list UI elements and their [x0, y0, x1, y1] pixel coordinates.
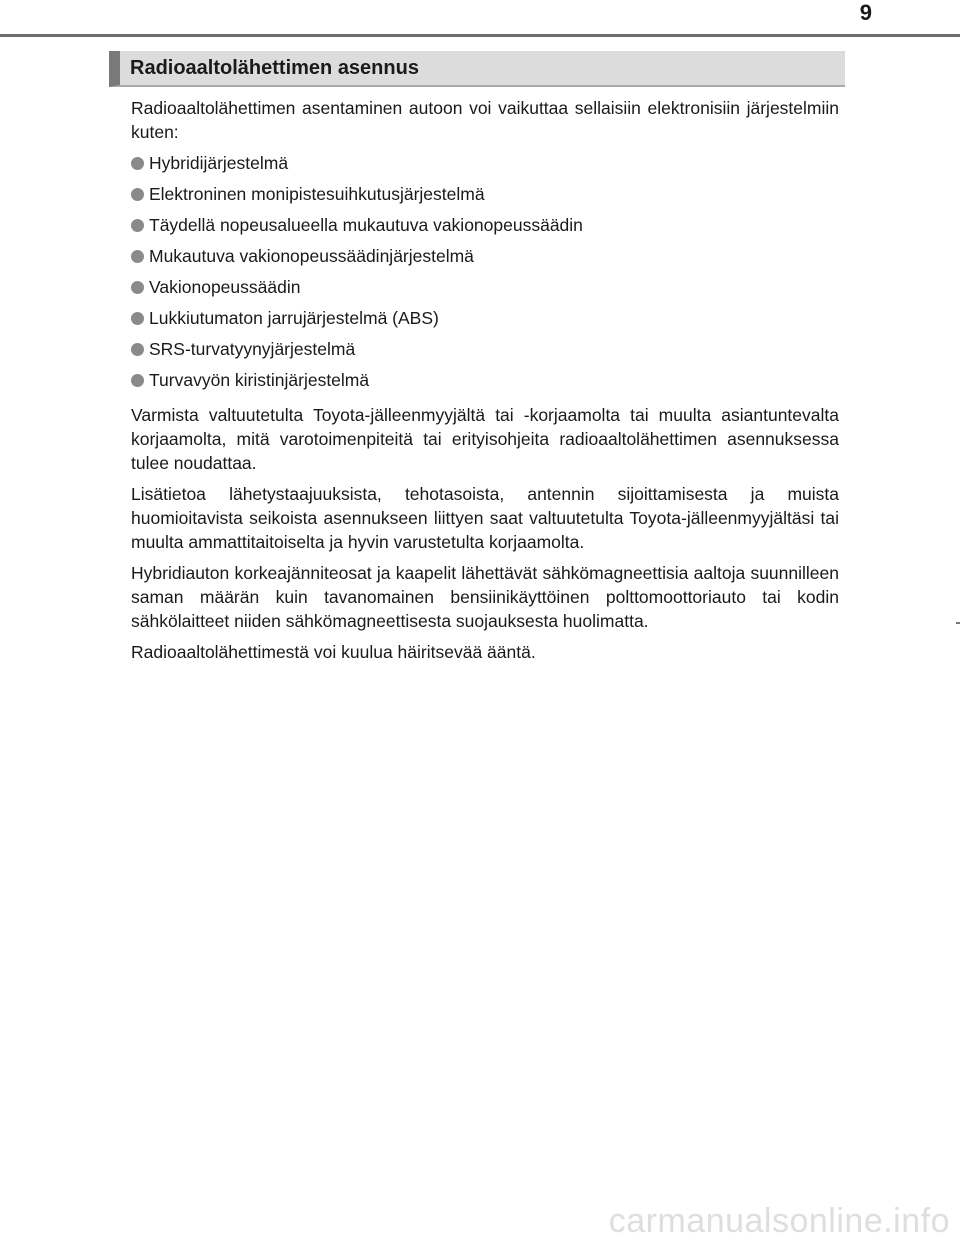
list-item	[131, 182, 839, 213]
list-item	[131, 306, 839, 337]
list-item	[131, 244, 839, 275]
bullet-icon	[131, 188, 144, 201]
content	[131, 96, 839, 671]
list-item-text: Turvavyön kiristinjärjestelmä	[149, 370, 370, 390]
list-item-text: Elektroninen monipistesuihkutusjärjestelmä	[149, 184, 485, 204]
list-item	[131, 213, 839, 244]
bullet-icon	[131, 250, 144, 263]
list-item	[131, 368, 839, 399]
bullet-icon	[131, 157, 144, 170]
dealer-advice-paragraph: Varmista valtuutetulta Toyota-jälleenmyyjältä tai -korjaamolta tai muulta asiantuntevalta korjaamolta, mitä varotoimenpiteitä tai erityisohjeita radioaaltolähettimen asennuksessa tulee noudattaa.	[131, 405, 839, 473]
bullet-icon	[131, 281, 144, 294]
section-title: Radioaaltolähettimen asennus	[130, 57, 419, 79]
intro-paragraph: Radioaaltolähettimen asentaminen autoon voi vaikuttaa sellaisiin elektronisiin järjestelmiin kuten:	[131, 98, 839, 142]
top-rule	[0, 34, 960, 37]
bullet-icon	[131, 374, 144, 387]
list-item	[131, 337, 839, 368]
bullet-icon	[131, 343, 144, 356]
list-item-text: Lukkiutumaton jarrujärjestelmä (ABS)	[149, 308, 439, 328]
bullet-icon	[131, 312, 144, 325]
bullet-icon	[131, 219, 144, 232]
noise-paragraph: Radioaaltolähettimestä voi kuulua häiritsevää ääntä.	[131, 642, 536, 662]
section-header	[109, 51, 845, 87]
list-item	[131, 275, 839, 306]
watermark: carmanualsonline.info	[608, 1202, 950, 1240]
list-item	[131, 151, 839, 182]
frequency-info-paragraph: Lisätietoa lähetystaajuuksista, tehotasoista, antennin sijoittamisesta ja muista huomioitavista seikoista asennukseen liittyen saat valtuutetulta Toyota-jälleenmyyjältäsi tai muulta ammattitaitoiselta ja hyvin varustetulta korjaamolta.	[131, 484, 839, 552]
list-item-text: Vakionopeussäädin	[149, 277, 301, 297]
systems-list	[131, 151, 839, 399]
list-item-text: Täydellä nopeusalueella mukautuva vakionopeussäädin	[149, 215, 583, 235]
page-number: 9	[859, 0, 872, 25]
side-tick	[956, 622, 960, 624]
hybrid-emission-paragraph: Hybridiauton korkeajänniteosat ja kaapelit lähettävät sähkömagneettisia aaltoja suunnilleen saman määrän kuin tavanomainen bensiinikäyttöinen polttomoottoriauto tai kodin sähkölaitteet niiden sähkömagneettisesta suojauksesta huolimatta.	[131, 563, 839, 631]
list-item-text: Hybridijärjestelmä	[149, 153, 289, 173]
list-item-text: Mukautuva vakionopeussäädinjärjestelmä	[149, 246, 474, 266]
list-item-text: SRS-turvatyynyjärjestelmä	[149, 339, 356, 359]
